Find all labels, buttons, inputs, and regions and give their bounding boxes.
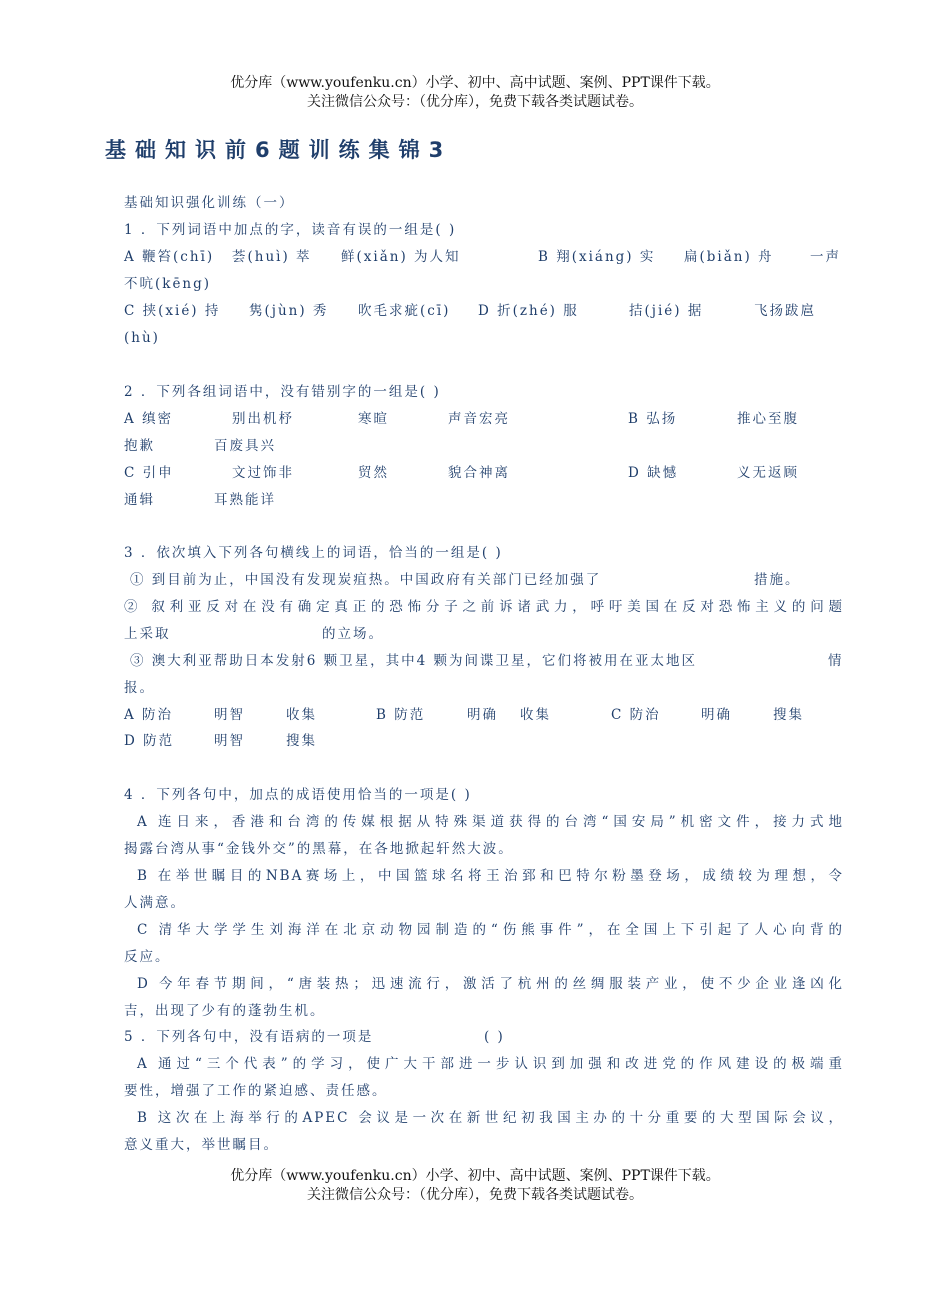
q2-option-c-4: 貌合神离 bbox=[448, 465, 510, 481]
q1-option-c-3: 吹毛求疵(cī) bbox=[358, 303, 451, 319]
q2-stem: 2 ．下列各组词语中，没有错别字的一组是( ) bbox=[124, 384, 441, 400]
q3-option-c-1: C 防治 bbox=[611, 707, 661, 723]
q3-option-d-1: D 防范 bbox=[124, 733, 175, 749]
q2-option-d-3: 通辑 bbox=[124, 492, 155, 508]
q1-option-a-2: 荟(huì) 萃 bbox=[232, 249, 312, 265]
q3-stem: 3 ．依次填入下列各句横线上的词语，恰当的一组是( ) bbox=[124, 545, 503, 561]
q1-option-d-2: 拮(jié) 据 bbox=[629, 303, 704, 319]
section-heading: 基础知识强化训练（一） bbox=[124, 195, 295, 211]
q3-sentence-1-text: ① 到目前为止，中国没有发现炭疽热。中国政府有关部门已经加强了 bbox=[130, 572, 602, 588]
q2-option-c-1: C 引申 bbox=[124, 465, 174, 481]
q3-sentence-1-end: 措施。 bbox=[754, 572, 801, 588]
q5-answer-paren: ( ) bbox=[484, 1029, 505, 1045]
page-header bbox=[0, 74, 950, 112]
q1-option-c-1: C 挟(xié) 持 bbox=[124, 303, 221, 319]
q2-option-c-3: 贸然 bbox=[358, 465, 389, 481]
q3-option-c-3: 搜集 bbox=[773, 707, 804, 723]
q4-option-c-line-1: C 清华大学学生刘海洋在北京动物园制造的“伤熊事件”，在全国上下引起了人心向背的 bbox=[137, 922, 844, 938]
q1-option-d-1: D 折(zhé) 服 bbox=[478, 303, 579, 319]
q2-option-a-2: 别出机杼 bbox=[232, 411, 294, 427]
q2-option-a-3: 寒暄 bbox=[358, 411, 389, 427]
q1-option-d-3: 飞扬跋扈 bbox=[754, 303, 816, 319]
q3-option-d-2: 明智 bbox=[214, 733, 245, 749]
q1-option-b-4: 不吭(kēng) bbox=[124, 276, 212, 292]
q2-option-b-2: 推心至腹 bbox=[737, 411, 799, 427]
q4-option-a-line-2: 揭露台湾从事“金钱外交”的黑幕，在各地掀起轩然大波。 bbox=[124, 841, 514, 857]
header-line-1: 优分库（www.youfenku.cn）小学、初中、高中试题、案例、PPT课件下载。 bbox=[230, 75, 720, 91]
q4-option-d-line-2: 吉，出现了少有的蓬勃生机。 bbox=[124, 1003, 326, 1019]
q1-option-a-1: A 鞭笞(chī) bbox=[124, 249, 215, 265]
q2-option-b-4: 百废具兴 bbox=[214, 438, 276, 454]
q3-option-a-3: 收集 bbox=[286, 707, 317, 723]
q1-option-b-2: 扁(biǎn) 舟 bbox=[684, 249, 774, 265]
q3-sentence-2: ② 叙利亚反对在没有确定真正的恐怖分子之前诉诸武力，呼吁美国在反对恐怖主义的问题 bbox=[124, 599, 844, 615]
q2-option-d-2: 义无返顾 bbox=[737, 465, 799, 481]
q3-option-a-1: A 防治 bbox=[124, 707, 174, 723]
footer-line-1: 优分库（www.youfenku.cn）小学、初中、高中试题、案例、PPT课件下载。 bbox=[230, 1168, 720, 1184]
q3-option-c-2: 明确 bbox=[701, 707, 732, 723]
q3-sentence-3-cont: 报。 bbox=[124, 680, 155, 696]
q3-option-b-3: 收集 bbox=[520, 707, 551, 723]
q4-option-c-line-2: 反应。 bbox=[124, 949, 171, 965]
q5-option-a-line-2: 要性，增强了工作的紧迫感、责任感。 bbox=[124, 1083, 388, 1099]
q3-sentence-3-end: 情 bbox=[828, 653, 844, 669]
q1-stem: 1 ．下列词语中加点的字，读音有误的一组是( ) bbox=[124, 222, 457, 238]
q4-option-d-line-1: D 今年春节期间，“唐装热；迅速流行，激活了杭州的丝绸服装产业，使不少企业逢凶化 bbox=[137, 976, 844, 992]
q5-option-a-line-1: A 通过“三个代表”的学习，使广大干部进一步认识到加强和改进党的作风建设的极端重 bbox=[137, 1056, 844, 1072]
q3-sentence-3-text: ③ 澳大利亚帮助日本发射6 颗卫星，其中4 颗为间谍卫星，它们将被用在亚太地区 bbox=[130, 653, 698, 669]
q2-option-a-4: 声音宏亮 bbox=[448, 411, 510, 427]
page-title: 基础知识前6题训练集锦3 bbox=[105, 138, 453, 162]
q4-option-a-line-1: A 连日来，香港和台湾的传媒根据从特殊渠道获得的台湾“国安局”机密文件，接力式地 bbox=[137, 814, 844, 830]
q2-option-b-1: B 弘扬 bbox=[628, 411, 678, 427]
q4-option-b-line-1: B 在举世瞩目的NBA赛场上，中国篮球名将王治郅和巴特尔粉墨登场，成绩较为理想，令 bbox=[137, 868, 844, 884]
q5-stem: 5 ．下列各句中，没有语病的一项是 bbox=[124, 1029, 374, 1045]
q3-option-b-2: 明确 bbox=[467, 707, 498, 723]
q1-option-a-3: 鲜(xiǎn) 为人知 bbox=[341, 249, 461, 265]
q2-option-a-1: A 缜密 bbox=[124, 411, 174, 427]
q2-option-c-2: 文过饰非 bbox=[232, 465, 294, 481]
q1-option-c-2: 隽(jùn) 秀 bbox=[249, 303, 329, 319]
q3-option-a-2: 明智 bbox=[214, 707, 245, 723]
q1-option-d-4: (hù) bbox=[124, 330, 160, 346]
q3-sentence-2-end: 的立场。 bbox=[322, 626, 384, 642]
q1-option-b-3: 一声 bbox=[810, 249, 841, 265]
q2-option-d-4: 耳熟能详 bbox=[214, 492, 276, 508]
q3-option-b-1: B 防范 bbox=[376, 707, 426, 723]
q2-option-d-1: D 缺憾 bbox=[628, 465, 679, 481]
footer-line-2: 关注微信公众号：（优分库），免费下载各类试题试卷。 bbox=[307, 1187, 643, 1203]
q5-option-b-line-1: B 这次在上海举行的APEC 会议是一次在新世纪初我国主办的十分重要的大型国际会议， bbox=[137, 1110, 844, 1126]
header-line-2: 关注微信公众号：（优分库），免费下载各类试题试卷。 bbox=[307, 94, 643, 110]
q3-sentence-2-part: 上采取 bbox=[124, 626, 171, 642]
q3-option-d-3: 搜集 bbox=[286, 733, 317, 749]
q1-option-b-1: B 翔(xiáng) 实 bbox=[538, 249, 656, 265]
q5-option-b-line-2: 意义重大，举世瞩目。 bbox=[124, 1137, 279, 1153]
page-footer bbox=[0, 1167, 950, 1205]
q4-option-b-line-2: 人满意。 bbox=[124, 895, 186, 911]
q4-stem: 4 ．下列各句中，加点的成语使用恰当的一项是( ) bbox=[124, 787, 472, 803]
q2-option-b-3: 抱歉 bbox=[124, 438, 155, 454]
